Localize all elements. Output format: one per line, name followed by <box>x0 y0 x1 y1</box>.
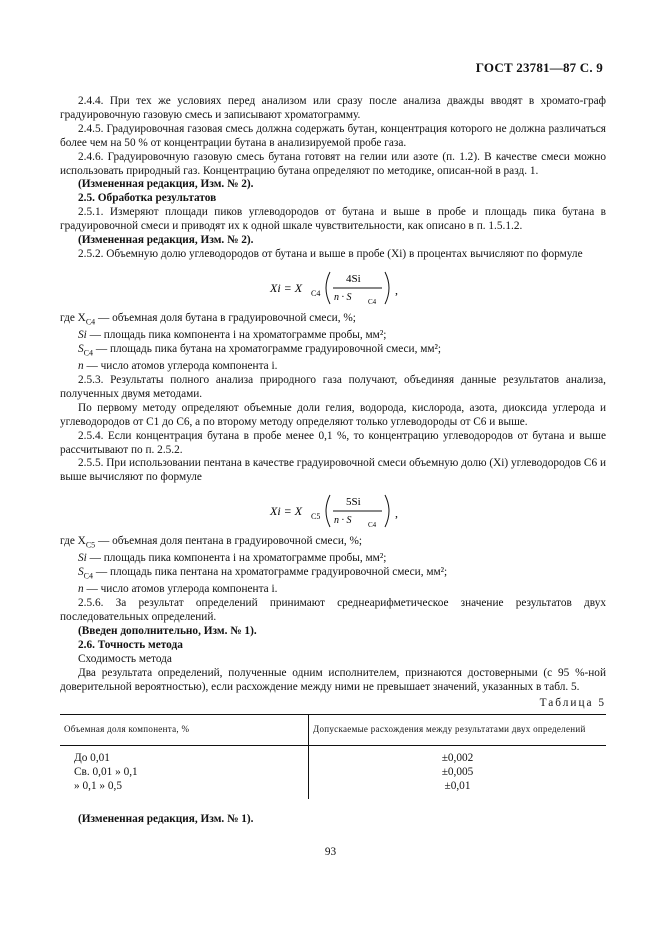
formula-1-sub: C4 <box>311 288 321 298</box>
paragraph-253b: По первому методу определяют объемные доли гелия, водорода, кислорода, азота, диоксида углерода и углеводородов от C1 до C6, а по второму методу определяют только углеводороды от C6 и выше. <box>60 401 606 428</box>
paragraph-255: 2.5.5. При использовании пентана в качестве градуировочной смеси объемную долю (Xi) углеводородов C6 и выше вычисляют по формуле <box>60 457 606 484</box>
definitions-1 <box>60 312 606 374</box>
paragraph-26: Два результата определений, полученные одним исполнителем, признаются достоверными (с 95 %-ной доверительной вероятностью), если расхождение между ними не превышает значений, указанных в табл. 5. <box>60 666 606 693</box>
formula-1-svg <box>270 266 410 310</box>
table-cell: ±0,005 <box>441 766 474 779</box>
formula-1-paren-left <box>326 272 330 304</box>
body-text <box>60 95 606 827</box>
paragraph-245: 2.4.5. Градуировочная газовая смесь должна содержать бутан, концентрация которого не должна различаться более чем на 50 % от концентрации бутана в анализируемой пробе газа. <box>60 122 606 149</box>
table-row <box>60 765 606 779</box>
paragraph-254: 2.5.4. Если концентрация бутана в пробе менее 0,1 %, то концентрацию углеводородов от бутана и выше рассчитывают по п. 2.5.2. <box>60 429 606 456</box>
paragraph-256: 2.5.6. За результат определений принимают среднеарифметическое значение результатов двух последовательных определений. <box>60 597 606 624</box>
formula-1-den-sub: C4 <box>368 297 377 306</box>
table-cell: Св. 0,01 » 0,1 <box>60 765 309 779</box>
table-cell: ±0,01 <box>444 780 471 793</box>
formula-1 <box>60 266 606 310</box>
formula-1-denominator: n · S <box>334 291 352 303</box>
formula-2-numerator: 5Si <box>346 496 361 509</box>
paragraph-252: 2.5.2. Объемную долю углеводородов от бутана и выше в пробе (Xi) в процентах вычисляют по формуле <box>78 247 583 260</box>
subheading-convergence: Сходимость метода <box>78 653 172 665</box>
definition-row: $S_{C4}$ — площадь пика пентана на хроматограмме градуировочной смеси, мм²; <box>78 566 448 581</box>
table-row <box>60 751 606 765</box>
paragraph-253: 2.5.3. Результаты полного анализа природного газа получают, объединяя данные результатов анализа, полученных двумя методами. <box>60 374 606 400</box>
formula-2 <box>60 489 606 533</box>
paragraph-244: 2.4.4. При тех же условиях перед анализом или сразу после анализа дважды вводят в хромато-граф градуировочную газовую смесь и записывают хроматограмму. <box>60 95 606 121</box>
formula-1-comma: , <box>395 282 398 297</box>
table-caption: Таблица 5 <box>539 696 606 709</box>
definition-row: где $X_{C4}$ — объемная доля бутана в градуировочной смеси, %; <box>60 311 356 327</box>
definition-row: Si — площадь пика компонента i на хроматограмме пробы, мм²; <box>78 329 387 342</box>
formula-1-numerator: 4Si <box>346 272 361 285</box>
formula-2-sub: C5 <box>311 512 321 522</box>
paragraph-246: 2.4.6. Градуировочную газовую смесь бутана готовят на гелии или азоте (п. 1.2). В качестве смеси можно использовать природный газ. Концентрацию бутана определяют по методике, описан-ной в разд. 1. <box>60 150 606 177</box>
definition-row: n — число атомов углерода компонента i. <box>78 583 278 596</box>
section-heading-25: 2.5. Обработка результатов <box>78 192 217 205</box>
amendment-note: (Измененная редакция, Изм. № 2). <box>78 178 254 191</box>
definition-row: Si — площадь пика компонента i на хроматограмме пробы, мм²; <box>78 552 387 565</box>
formula-2-den-sub: C4 <box>368 521 377 530</box>
table-cell: » 0,1 » 0,5 <box>60 779 309 799</box>
amendment-note: (Введен дополнительно, Изм. № 1). <box>78 625 257 638</box>
definitions-2 <box>60 535 606 597</box>
page-header: ГОСТ 23781—87 С. 9 <box>475 60 603 75</box>
paragraph-251: 2.5.1. Измеряют площади пиков углеводородов от бутана и выше в пробе и площадь пика бутана в градуировочной смеси и приводят их к одной шкале чувствительности, как описано в п. 1.5.1.2. <box>60 206 606 233</box>
definition-row: $S_{C4}$ — площадь пика бутана на хроматограмме градуировочной смеси, мм²; <box>78 342 442 358</box>
page-number: 93 <box>324 846 337 858</box>
definition-row: где $X_{C5}$ — объемная доля пентана в градуировочной смеси, %; <box>60 535 363 550</box>
formula-1-paren-right <box>385 272 389 304</box>
formula-2-svg <box>270 489 410 533</box>
formula-2-paren-right <box>385 495 389 527</box>
formula-1-lhs: Xi = X <box>270 280 303 295</box>
table-header-cell: Объемная доля компонента, % <box>60 714 309 745</box>
amendment-note: (Измененная редакция, Изм. № 1). <box>78 813 254 826</box>
table-header-row <box>60 714 606 745</box>
formula-2-comma: , <box>395 506 398 521</box>
table-5 <box>60 714 606 799</box>
amendment-note: (Измененная редакция, Изм. № 2). <box>78 234 254 247</box>
table-row <box>60 779 606 799</box>
definition-row: n — число атомов углерода компонента i. <box>78 360 278 373</box>
table-cell: До 0,01 <box>60 751 309 765</box>
table-header-cell: Допускаемые расхождения между результатами двух определений <box>309 714 607 745</box>
table-cell: ±0,002 <box>441 752 474 765</box>
section-heading-26: 2.6. Точность метода <box>78 639 183 652</box>
formula-2-paren-left <box>326 495 330 527</box>
formula-2-lhs: Xi = X <box>270 504 303 519</box>
formula-2-denominator: n · S <box>334 515 352 527</box>
